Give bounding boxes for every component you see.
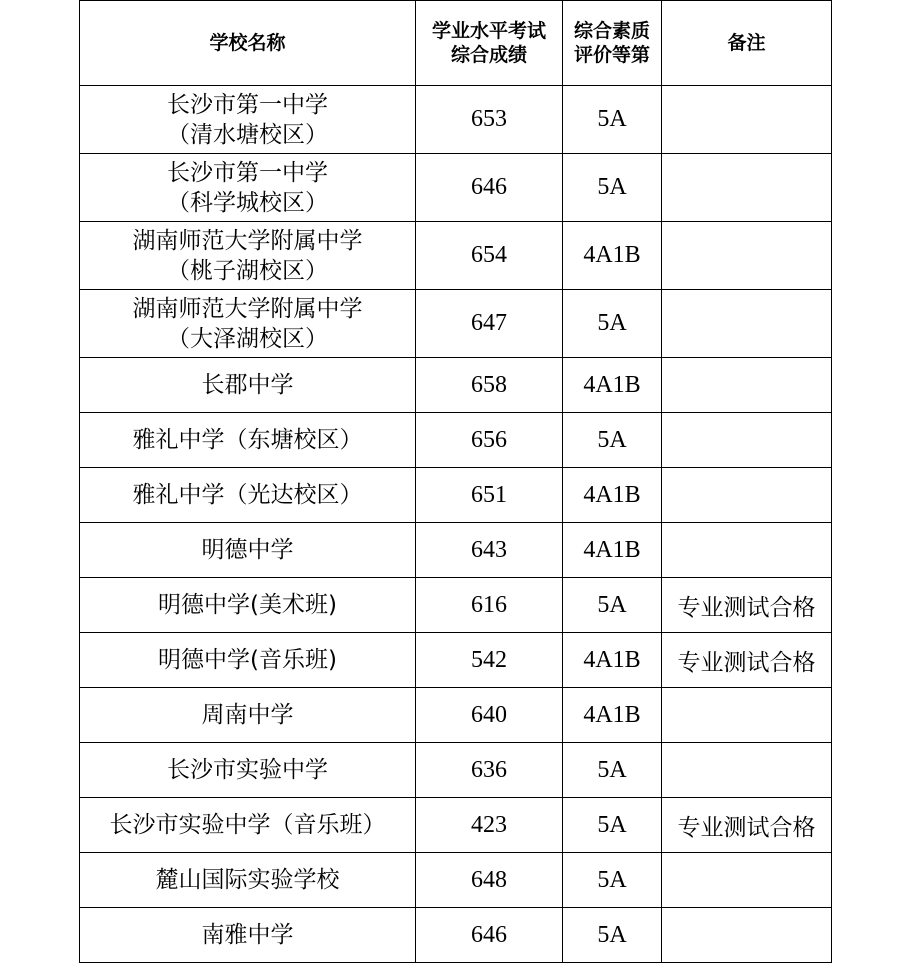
school-name-line1: 雅礼中学（光达校区） xyxy=(132,482,363,508)
grade-cell: 5A xyxy=(563,853,662,908)
grade-cell: 4A1B xyxy=(563,358,662,413)
grade-cell: 5A xyxy=(563,290,662,358)
table-row xyxy=(80,908,832,963)
header-score-line1: 学业水平考试 xyxy=(431,20,546,42)
grade-cell: 4A1B xyxy=(563,523,662,578)
school-name-cell xyxy=(80,853,416,908)
grade-cell: 4A1B xyxy=(563,633,662,688)
school-name-cell xyxy=(80,358,416,413)
school-name-cell xyxy=(80,290,416,358)
grade-cell: 4A1B xyxy=(563,222,662,290)
school-name-line1: 麓山国际实验学校 xyxy=(155,867,340,893)
admission-score-table xyxy=(79,0,832,963)
table-row xyxy=(80,154,832,222)
school-name-line1: 湖南师范大学附属中学 xyxy=(132,227,363,254)
school-name-cell xyxy=(80,222,416,290)
school-name-line1: 南雅中学 xyxy=(201,922,294,948)
score-cell: 616 xyxy=(416,578,563,633)
school-name-line1: 长郡中学 xyxy=(201,372,294,398)
score-cell: 654 xyxy=(416,222,563,290)
note-cell xyxy=(662,523,832,578)
table-row xyxy=(80,633,832,688)
school-name-line2: （清水塘校区） xyxy=(167,121,328,148)
note-cell: 专业测试合格 xyxy=(662,798,832,853)
grade-cell: 4A1B xyxy=(563,468,662,523)
grade-cell: 5A xyxy=(563,86,662,154)
grade-cell: 5A xyxy=(563,154,662,222)
school-name-cell xyxy=(80,86,416,154)
table-row xyxy=(80,222,832,290)
school-name-cell xyxy=(80,578,416,633)
note-cell xyxy=(662,290,832,358)
note-cell: 专业测试合格 xyxy=(662,633,832,688)
note-cell xyxy=(662,853,832,908)
table-row xyxy=(80,743,832,798)
score-cell: 646 xyxy=(416,154,563,222)
grade-cell: 4A1B xyxy=(563,688,662,743)
school-name-line1: 周南中学 xyxy=(201,702,294,728)
header-score xyxy=(416,1,563,86)
table-row xyxy=(80,523,832,578)
header-note xyxy=(662,1,832,86)
score-cell: 658 xyxy=(416,358,563,413)
note-cell xyxy=(662,222,832,290)
school-name-line1: 明德中学(美术班) xyxy=(158,592,337,618)
school-name-line1: 湖南师范大学附属中学 xyxy=(132,295,363,322)
table-row xyxy=(80,853,832,908)
school-name-line1: 长沙市第一中学 xyxy=(167,159,328,186)
school-name-cell xyxy=(80,413,416,468)
school-name-cell xyxy=(80,468,416,523)
table-row xyxy=(80,358,832,413)
grade-cell: 5A xyxy=(563,798,662,853)
score-cell: 423 xyxy=(416,798,563,853)
school-name-line1: 明德中学(音乐班) xyxy=(158,647,337,673)
school-name-line1: 明德中学 xyxy=(201,537,294,563)
score-cell: 647 xyxy=(416,290,563,358)
header-grade xyxy=(563,1,662,86)
school-name-cell xyxy=(80,523,416,578)
school-name-line2: （科学城校区） xyxy=(167,189,328,216)
school-name-cell xyxy=(80,743,416,798)
score-cell: 651 xyxy=(416,468,563,523)
score-cell: 542 xyxy=(416,633,563,688)
header-score-line2: 综合成绩 xyxy=(450,44,527,66)
school-name-line1: 长沙市第一中学 xyxy=(167,91,328,118)
school-name-line1: 长沙市实验中学（音乐班） xyxy=(109,812,386,838)
grade-cell: 5A xyxy=(563,743,662,798)
note-cell xyxy=(662,468,832,523)
note-cell xyxy=(662,413,832,468)
school-name-cell xyxy=(80,633,416,688)
header-school-name-label: 学校名称 xyxy=(209,32,286,54)
school-name-cell xyxy=(80,798,416,853)
score-cell: 636 xyxy=(416,743,563,798)
header-row xyxy=(80,1,832,86)
school-name-line1: 长沙市实验中学 xyxy=(167,757,328,783)
school-name-cell xyxy=(80,908,416,963)
school-name-cell xyxy=(80,688,416,743)
note-cell xyxy=(662,743,832,798)
score-cell: 643 xyxy=(416,523,563,578)
table-row xyxy=(80,798,832,853)
table-row xyxy=(80,468,832,523)
header-note-label: 备注 xyxy=(727,32,766,54)
note-cell xyxy=(662,688,832,743)
note-cell xyxy=(662,86,832,154)
header-grade-line2: 评价等第 xyxy=(573,44,650,66)
score-cell: 646 xyxy=(416,908,563,963)
score-cell: 653 xyxy=(416,86,563,154)
note-cell xyxy=(662,908,832,963)
school-name-line2: （大泽湖校区） xyxy=(167,325,328,352)
grade-cell: 5A xyxy=(563,413,662,468)
table-row xyxy=(80,290,832,358)
score-cell: 640 xyxy=(416,688,563,743)
note-cell xyxy=(662,358,832,413)
table-body xyxy=(80,1,832,963)
grade-cell: 5A xyxy=(563,908,662,963)
table-row xyxy=(80,688,832,743)
header-grade-line1: 综合素质 xyxy=(573,20,650,42)
school-name-cell xyxy=(80,154,416,222)
score-cell: 648 xyxy=(416,853,563,908)
school-name-line2: （桃子湖校区） xyxy=(167,257,328,284)
score-cell: 656 xyxy=(416,413,563,468)
note-cell xyxy=(662,154,832,222)
grade-cell: 5A xyxy=(563,578,662,633)
school-name-line1: 雅礼中学（东塘校区） xyxy=(132,427,363,453)
table-row xyxy=(80,578,832,633)
table-row xyxy=(80,86,832,154)
table-row xyxy=(80,413,832,468)
note-cell: 专业测试合格 xyxy=(662,578,832,633)
header-school-name xyxy=(80,1,416,86)
